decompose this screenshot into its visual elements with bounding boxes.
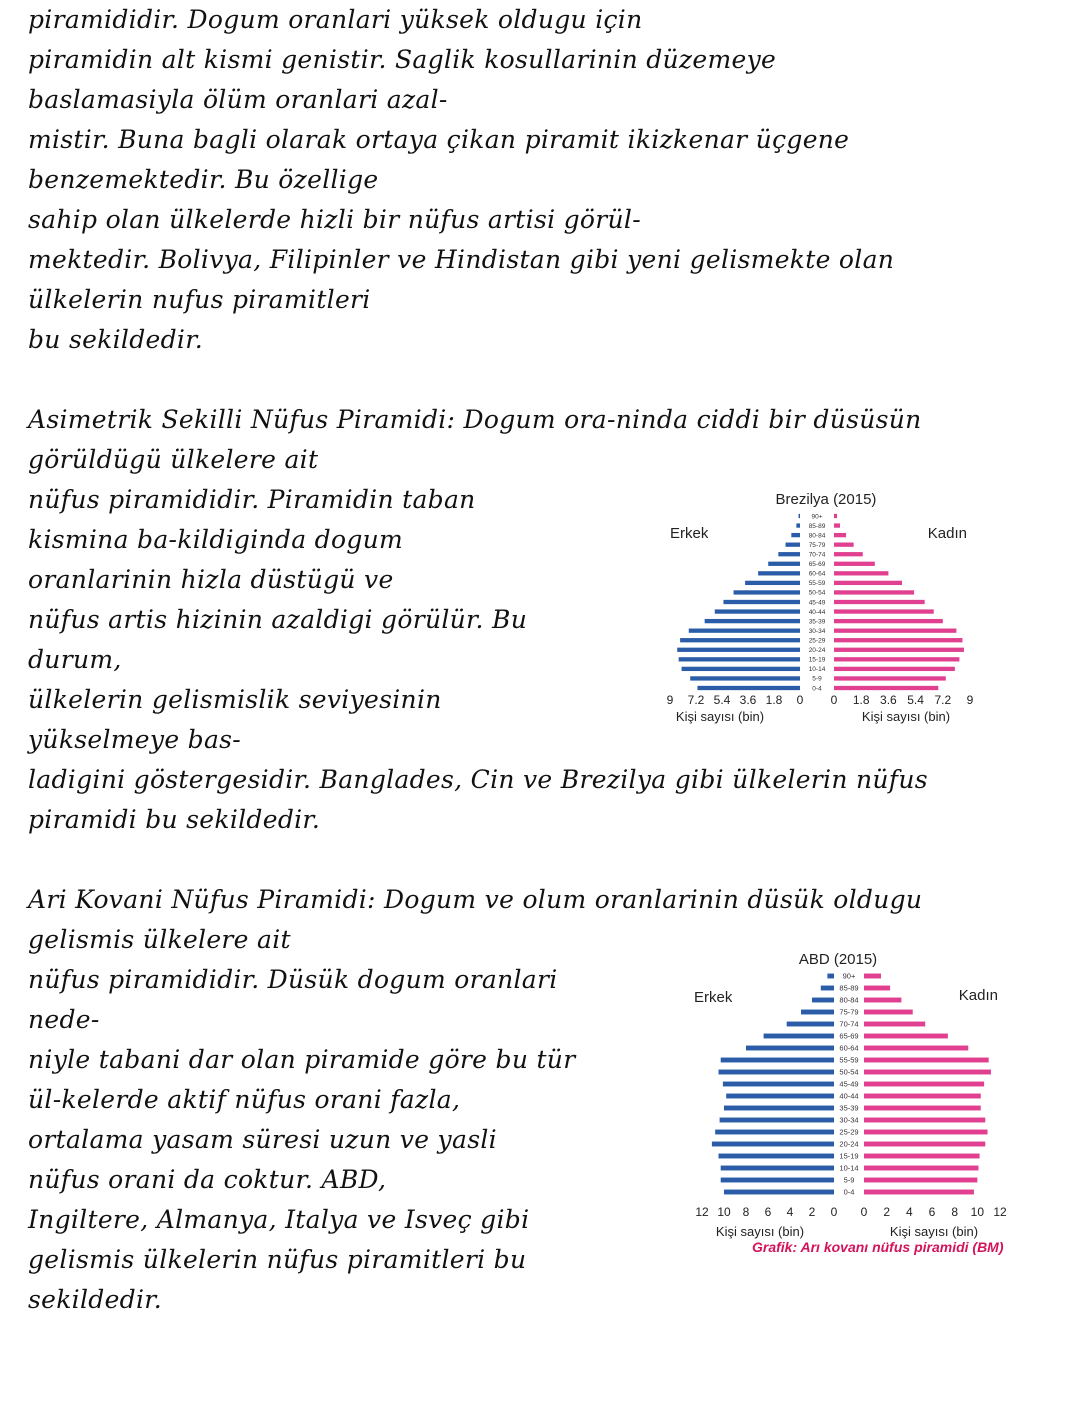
chart-xlabel-left: Kişi sayısı (bin) (715, 1224, 805, 1239)
age-label: 30-34 (839, 1115, 859, 1125)
bar-female-0-4 (834, 686, 938, 690)
age-label: 65-69 (808, 561, 826, 569)
bar-female-35-39 (834, 619, 943, 623)
bar-female-15-19 (864, 1154, 980, 1159)
x-tick-right: 5.4 (907, 693, 924, 707)
x-tick-left: 2 (808, 1205, 816, 1219)
chart-right-label: Kadın (958, 987, 998, 1004)
x-tick-left: 1.8 (765, 693, 783, 707)
text-line: piramidi bu sekildedir. (28, 805, 321, 834)
chart-xlabel-right: Kişi sayısı (bin) (861, 709, 951, 724)
x-tick-right: 6 (928, 1205, 936, 1219)
chart-caption: Grafik: Arı kovanı nüfus piramidi (BM) (752, 1239, 1004, 1255)
x-tick-right: 1.8 (852, 693, 870, 707)
age-label: 35-39 (808, 618, 826, 626)
text-line: mektedir. Bolivya, Filipinler ve Hindistan gibi yeni gelismekte olan (28, 245, 895, 274)
bar-male-45-49 (723, 1082, 834, 1087)
section-heading-line: Asimetrik Sekilli Nüfus Piramidi: Dogum ora-ninda ciddi bir düsüsün (28, 405, 922, 434)
text-line: piramididir. Dogum oranlari yüksek oldugu için (28, 5, 643, 34)
age-label: 15-19 (808, 656, 826, 664)
bar-female-10-14 (864, 1166, 978, 1171)
text-line: sekildedir. (28, 1285, 163, 1314)
age-label: 55-59 (839, 1055, 859, 1065)
age-label: 45-49 (839, 1079, 859, 1089)
bar-male-15-19 (679, 657, 800, 661)
bar-female-55-59 (864, 1058, 989, 1063)
text-line: nede- (28, 1005, 100, 1034)
x-tick-left: 9 (666, 693, 674, 707)
bar-female-50-54 (834, 590, 914, 594)
text-line: piramidin alt kismi genistir. Saglik kosullarinin düzemeye (28, 45, 777, 74)
bar-female-70-74 (834, 552, 863, 556)
age-label: 0-4 (843, 1187, 855, 1197)
bar-male-40-44 (726, 1094, 834, 1099)
text-line: sahip olan ülkelerde hizli bir nüfus artisi görül- (28, 205, 641, 234)
bar-male-30-34 (720, 1118, 834, 1123)
text-line: görüldügü ülkelere ait (28, 445, 319, 474)
age-label: 40-44 (808, 608, 826, 616)
x-tick-left: 7.2 (687, 693, 705, 707)
text-line: nüfus artis hizinin azaldigi görülür. Bu (28, 605, 528, 634)
text-line: ülkelerin gelismislik seviyesinin (28, 685, 442, 714)
bar-male-35-39 (705, 619, 800, 623)
age-label: 15-19 (839, 1151, 859, 1161)
bar-male-55-59 (721, 1058, 834, 1063)
bar-female-5-9 (864, 1178, 977, 1183)
text-line: nüfus piramididir. Düsük dogum oranlari (28, 965, 558, 994)
bar-female-65-69 (864, 1034, 948, 1039)
section-heading-line: Ari Kovani Nüfus Piramidi: Dogum ve olum oranlarinin düsük oldugu (28, 885, 923, 914)
bar-male-10-14 (721, 1166, 834, 1171)
age-label: 5-9 (843, 1175, 855, 1185)
bar-female-80-84 (834, 533, 846, 537)
text-line: ül-kelerde aktif nüfus orani fazla, (28, 1085, 461, 1114)
text-line: Ingiltere, Almanya, Italya ve Isveç gibi (28, 1205, 530, 1234)
bar-female-45-49 (864, 1082, 984, 1087)
age-label: 50-54 (808, 589, 826, 597)
age-label: 90+ (811, 513, 823, 521)
text-line: ülkelerin nufus piramitleri (28, 285, 371, 314)
age-label: 60-64 (808, 570, 826, 578)
bar-male-80-84 (791, 533, 800, 537)
bar-male-80-84 (812, 998, 834, 1003)
bar-male-0-4 (697, 686, 800, 690)
text-line: baslamasiyla ölüm oranlari azal- (28, 85, 448, 114)
age-label: 80-84 (808, 532, 826, 540)
bar-male-50-54 (734, 590, 800, 594)
bar-female-65-69 (834, 562, 875, 566)
age-label: 35-39 (839, 1103, 859, 1113)
chart-title: Brezilya (2015) (775, 491, 877, 508)
age-label: 10-14 (808, 666, 826, 674)
x-tick-left: 3.6 (739, 693, 757, 707)
x-tick-left: 6 (764, 1205, 772, 1219)
text-line: durum, (28, 645, 122, 674)
x-tick-right: 9 (966, 693, 974, 707)
bar-male-50-54 (719, 1070, 835, 1075)
bar-female-75-79 (864, 1010, 913, 1015)
x-tick-left: 5.4 (713, 693, 731, 707)
bar-male-30-34 (689, 629, 800, 633)
x-tick-left: 4 (786, 1205, 794, 1219)
bar-female-45-49 (834, 600, 925, 604)
text-line: yükselmeye bas- (28, 725, 242, 754)
x-tick-right: 12 (993, 1205, 1007, 1219)
bar-male-65-69 (764, 1034, 834, 1039)
text-line: nüfus orani da coktur. ABD, (28, 1165, 387, 1194)
bar-male-85-89 (821, 986, 834, 991)
bar-female-20-24 (834, 648, 964, 652)
x-tick-left: 12 (695, 1205, 709, 1219)
chart-title: ABD (2015) (798, 951, 878, 968)
x-tick-right: 0 (830, 693, 838, 707)
x-tick-right: 8 (951, 1205, 959, 1219)
bar-male-75-79 (786, 543, 800, 547)
bar-male-90+ (799, 514, 800, 518)
age-label: 55-59 (808, 580, 826, 588)
age-label: 90+ (842, 971, 856, 981)
age-label: 80-84 (839, 995, 859, 1005)
x-tick-right: 0 (860, 1205, 868, 1219)
text-line: ortalama yasam süresi uzun ve yasli (28, 1125, 497, 1154)
bar-female-75-79 (834, 543, 854, 547)
bar-male-25-29 (680, 638, 800, 642)
bar-female-40-44 (834, 609, 934, 613)
bar-male-20-24 (712, 1142, 834, 1147)
age-label: 75-79 (839, 1007, 859, 1017)
age-label: 50-54 (839, 1067, 859, 1077)
bar-female-85-89 (864, 986, 890, 991)
bar-male-75-79 (801, 1010, 834, 1015)
chart-left-label: Erkek (694, 989, 733, 1006)
bar-male-70-74 (778, 552, 800, 556)
text-line: ladigini göstergesidir. Banglades, Cin ve Brezilya gibi ülkelerin nüfus (28, 765, 928, 794)
bar-male-70-74 (787, 1022, 834, 1027)
x-tick-left: 0 (830, 1205, 838, 1219)
x-tick-left: 10 (717, 1205, 731, 1219)
bar-female-90+ (864, 974, 881, 979)
bar-female-85-89 (834, 523, 840, 527)
bar-male-60-64 (746, 1046, 834, 1051)
brazil-population-pyramid (640, 480, 1020, 740)
bar-male-40-44 (715, 609, 800, 613)
age-label: 20-24 (808, 647, 826, 655)
bar-male-60-64 (758, 571, 800, 575)
age-label: 65-69 (839, 1031, 859, 1041)
x-tick-right: 2 (883, 1205, 891, 1219)
age-label: 45-49 (808, 599, 826, 607)
bar-female-0-4 (864, 1190, 974, 1195)
text-line: gelismis ülkelere ait (28, 925, 291, 954)
bar-female-90+ (834, 514, 837, 518)
text-line: gelismis ülkelerin nüfus piramitleri bu (28, 1245, 527, 1274)
age-label: 75-79 (808, 541, 826, 549)
chart-xlabel-left: Kişi sayısı (bin) (675, 709, 765, 724)
bar-male-5-9 (721, 1178, 834, 1183)
bar-female-10-14 (834, 667, 955, 671)
usa-population-pyramid (680, 944, 1020, 1244)
bar-female-30-34 (834, 629, 956, 633)
age-label: 70-74 (808, 551, 826, 559)
bar-male-35-39 (724, 1106, 834, 1111)
bar-male-15-19 (719, 1154, 835, 1159)
bar-male-10-14 (682, 667, 800, 671)
bar-male-0-4 (724, 1190, 834, 1195)
bar-female-70-74 (864, 1022, 925, 1027)
bar-female-50-54 (864, 1070, 991, 1075)
chart-left-label: Erkek (670, 525, 709, 542)
x-tick-left: 8 (742, 1205, 750, 1219)
bar-male-85-89 (796, 523, 800, 527)
age-label: 85-89 (808, 522, 826, 530)
chart-right-label: Kadın (927, 525, 967, 542)
age-label: 25-29 (808, 637, 826, 645)
age-label: 10-14 (839, 1163, 859, 1173)
text-line: benzemektedir. Bu özellige (28, 165, 379, 194)
age-label: 30-34 (808, 627, 826, 635)
age-label: 20-24 (839, 1139, 859, 1149)
age-label: 25-29 (839, 1127, 859, 1137)
x-tick-right: 4 (905, 1205, 913, 1219)
bar-female-55-59 (834, 581, 902, 585)
age-label: 5-9 (812, 675, 822, 683)
bar-female-30-34 (864, 1118, 985, 1123)
text-line: nüfus piramididir. Piramidin taban (28, 485, 476, 514)
x-tick-left: 0 (796, 693, 804, 707)
bar-male-20-24 (677, 648, 800, 652)
text-line: niyle tabani dar olan piramide göre bu tür (28, 1045, 576, 1074)
x-tick-right: 10 (970, 1205, 985, 1219)
bar-male-90+ (827, 974, 834, 979)
age-label: 85-89 (839, 983, 859, 993)
age-label: 40-44 (839, 1091, 859, 1101)
bar-male-45-49 (723, 600, 800, 604)
text-line: bu sekildedir. (28, 325, 203, 354)
age-label: 60-64 (839, 1043, 859, 1053)
text-line: oranlarinin hizla düstügü ve (28, 565, 394, 594)
bar-male-55-59 (745, 581, 800, 585)
bar-male-65-69 (768, 562, 800, 566)
bar-female-25-29 (834, 638, 962, 642)
bar-male-5-9 (690, 676, 800, 680)
x-tick-right: 3.6 (880, 693, 897, 707)
bar-female-25-29 (864, 1130, 988, 1135)
bar-female-60-64 (834, 571, 888, 575)
bar-female-20-24 (864, 1142, 985, 1147)
text-line: mistir. Buna bagli olarak ortaya çikan piramit ikizkenar üçgene (28, 125, 850, 154)
bar-female-80-84 (864, 998, 901, 1003)
bar-female-35-39 (864, 1106, 981, 1111)
bar-male-25-29 (715, 1130, 834, 1135)
x-tick-right: 7.2 (934, 693, 952, 707)
bar-female-15-19 (834, 657, 959, 661)
age-label: 70-74 (839, 1019, 859, 1029)
chart-xlabel-right: Kişi sayısı (bin) (889, 1224, 979, 1239)
bar-female-40-44 (864, 1094, 981, 1099)
bar-female-60-64 (864, 1046, 968, 1051)
age-label: 0-4 (812, 685, 822, 693)
text-line: kismina ba-kildiginda dogum (28, 525, 404, 554)
bar-female-5-9 (834, 676, 946, 680)
